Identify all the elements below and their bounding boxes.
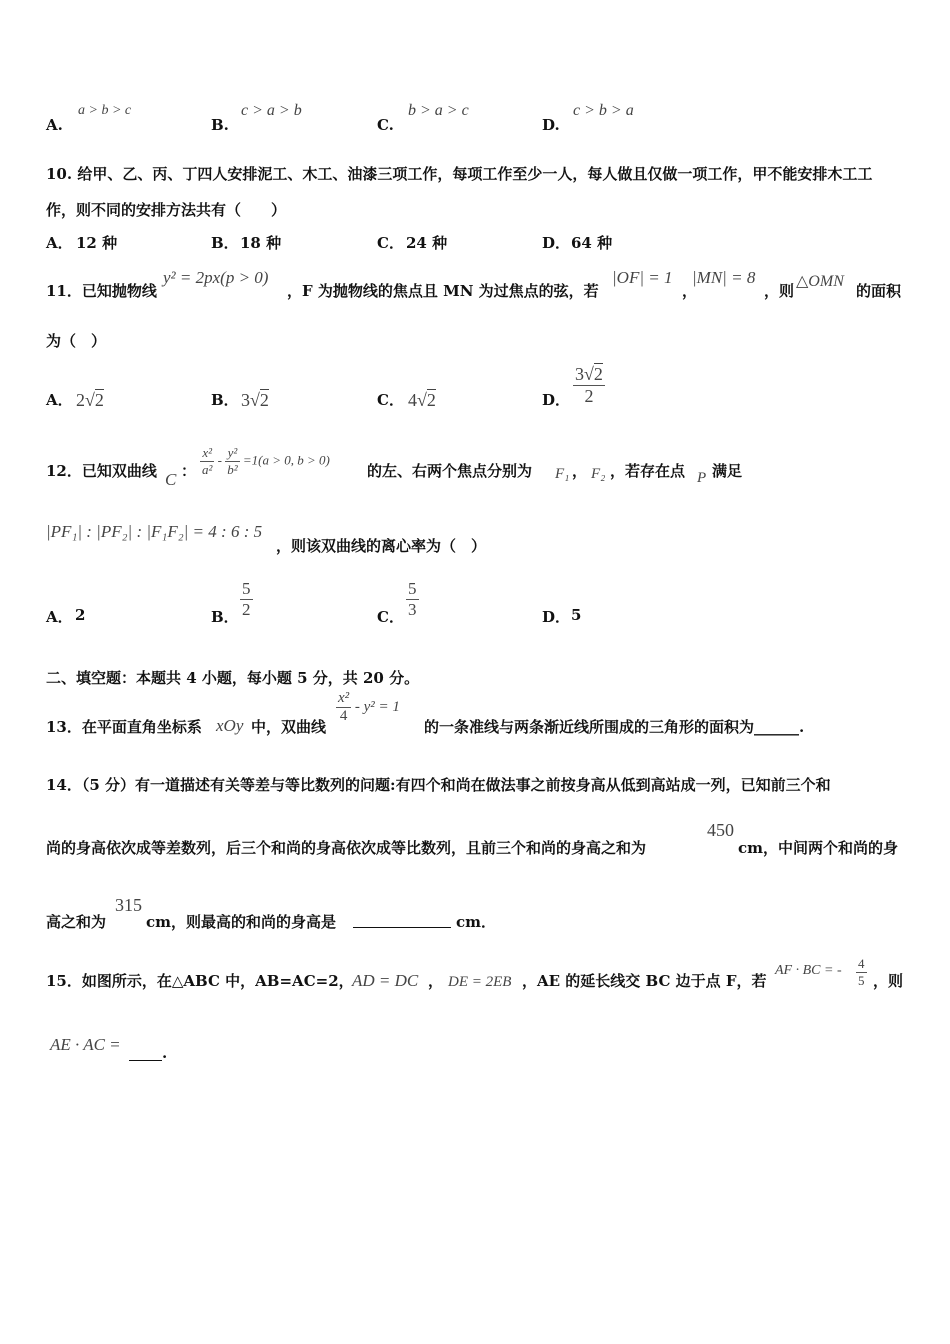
q13-stem-part1: 13．在平面直角坐标系 [46,718,202,736]
q12-stem-part1: 12．已知双曲线 [46,462,157,480]
q11-stem-line2: 为（ ） [46,332,107,350]
q12-focus-f1: F₁ [555,466,570,482]
q11-option-b-value: 3√2 [241,390,269,410]
q10-option-d-text: 64 种 [571,234,613,252]
q11-stem-part1: 11．已知抛物线 [46,282,157,300]
q11-stem-part3: ， [682,282,698,300]
q10-option-d-label: D． [542,234,571,252]
q9-option-c-math: b > a > c [408,102,469,119]
q12-option-c-label: C． [377,608,404,626]
q10-option-a-label: A． [46,234,73,252]
q15-stem-part4: ，则 [873,972,904,990]
q12-point-p: P [697,470,707,486]
q12-hyperbola-equation: $\frac{\text{x²}}{\text{a²}}$ - $\frac{\text{y²}}{\text{b²}}$ =1(a > 0, b > 0) [202,445,330,477]
q10-stem-line2: 作，则不同的安排方法共有（ ） [46,201,287,219]
q11-mn-length: |MN| = 8 [692,268,756,287]
q12-option-d-value: 5 [571,606,582,624]
q12-focus-f2: F₂ [591,466,606,482]
q15-vector-ad-dc: AD = DC [352,971,419,990]
q12-stem-part4: ， [572,462,588,480]
q9-option-a-math: a > b > c [78,103,132,118]
q14-sum-value: 450 [707,820,734,840]
q12-option-d-label: D． [542,608,571,626]
q14-answer-blank[interactable] [353,911,451,928]
q11-triangle-omn: △OMN [796,273,844,290]
q13-coordinate-system: xOy [216,716,244,735]
q9-option-d-math: c > b > a [573,102,634,119]
q12-stem-part7: ，则该双曲线的离心率为（ ） [276,537,487,555]
q13-stem-part2: 中，双曲线 [251,718,327,736]
q10-option-c-text: 24 种 [406,234,448,252]
q15-fraction-value: $\frac{4}{5}$ [858,956,865,988]
q14-stem-line1: 14．（5 分）有一道描述有关等差与等比数列的问题:有四个和尚在做法事之前按身高从低到高站成一列，已知前三个和 [46,776,831,794]
q14-stem-line2-part1: 尚的身高依次成等差数列，后三个和尚的身高依次成等比数列，且前三个和尚的身高之和为 [46,839,647,857]
q9-option-c-label: C. [377,116,394,134]
q10-option-a-text: 12 种 [76,234,118,252]
q15-stem-part3: ，AE 的延长线交 BC 边于点 F，若 [522,972,767,990]
q14-stem-line3-part1: 高之和为 [46,913,107,931]
q12-option-b-value: $\frac{5}{2}$ [242,579,251,619]
q13-stem-part3: 的一条准线与两条渐近线所围成的三角形的面积为______. [424,718,805,736]
q12-distance-ratio: |PF₁| : |PF₂| : |F₁F₂| = 4 : 6 : 5 [46,522,263,541]
q11-option-c-label: C． [377,391,404,409]
q9-option-b-label: B. [211,116,229,134]
q9-option-d-label: D. [542,116,560,134]
q11-stem-part4: ，则 [764,282,795,300]
q15-dot-product-ae-ac: AE · AC = [50,1035,121,1054]
q10-option-b-label: B． [211,234,239,252]
q10-option-b-text: 18 种 [240,234,282,252]
q15-dot-product-af-bc: AF · BC = - [775,963,842,978]
q11-option-a-value: 2√2 [76,390,104,410]
q9-option-b-math: c > a > b [241,102,302,119]
q11-option-d-value: $\frac{3√2}{2}$ [575,364,603,406]
q11-option-c-value: 4√2 [408,390,436,410]
q12-option-b-label: B． [211,608,239,626]
q14-middle-sum-value: 315 [115,895,142,915]
q10-stem-line1: 10. 给甲、乙、丙、丁四人安排泥工、木工、油漆三项工作，每项工作至少一人，每人做且仅做一项工作，甲不能安排木工工 [46,165,873,183]
q11-option-d-label: D． [542,391,571,409]
q14-stem-line3-part2: cm，则最高的和尚的身高是 [146,913,337,931]
q12-stem-part6: 满足 [712,462,743,480]
q14-stem-line2-part2: cm，中间两个和尚的身 [738,839,899,857]
q11-of-length: |OF| = 1 [612,268,673,287]
q11-stem-part2: ，F 为抛物线的焦点且 MN 为过焦点的弦，若 [287,282,599,300]
q12-stem-part3: 的左、右两个焦点分别为 [367,462,533,480]
q11-option-a-label: A． [46,391,73,409]
q15-vector-de-eb: DE = 2EB [448,974,512,990]
q12-option-a-value: 2 [75,606,86,624]
q15-stem-part5: . [162,1044,168,1062]
q12-stem-part2: ： [181,462,197,480]
q15-stem-part1: 15．如图所示，在△ABC 中，AB=AC=2， [46,972,354,990]
section-2-heading: 二、填空题：本题共 4 小题，每小题 5 分，共 20 分。 [46,669,420,687]
q12-stem-part5: ，若存在点 [610,462,686,480]
q15-stem-part2: ， [428,972,444,990]
q14-stem-line3-part3: cm． [456,913,497,931]
q12-option-c-value: $\frac{5}{3}$ [408,579,417,619]
q15-answer-blank[interactable] [129,1044,162,1061]
q11-option-b-label: B． [211,391,239,409]
q11-stem-part5: 的面积 [856,282,902,300]
q11-parabola-equation: y² = 2px(p > 0) [163,268,269,287]
q10-option-c-label: C． [377,234,404,252]
q9-option-a-label: A. [46,116,63,134]
q12-curve-c: C [165,470,177,489]
q13-hyperbola-equation: $\frac{\text{x²}}{4}$ - y² = 1 [338,690,400,724]
q12-option-a-label: A． [46,608,73,626]
